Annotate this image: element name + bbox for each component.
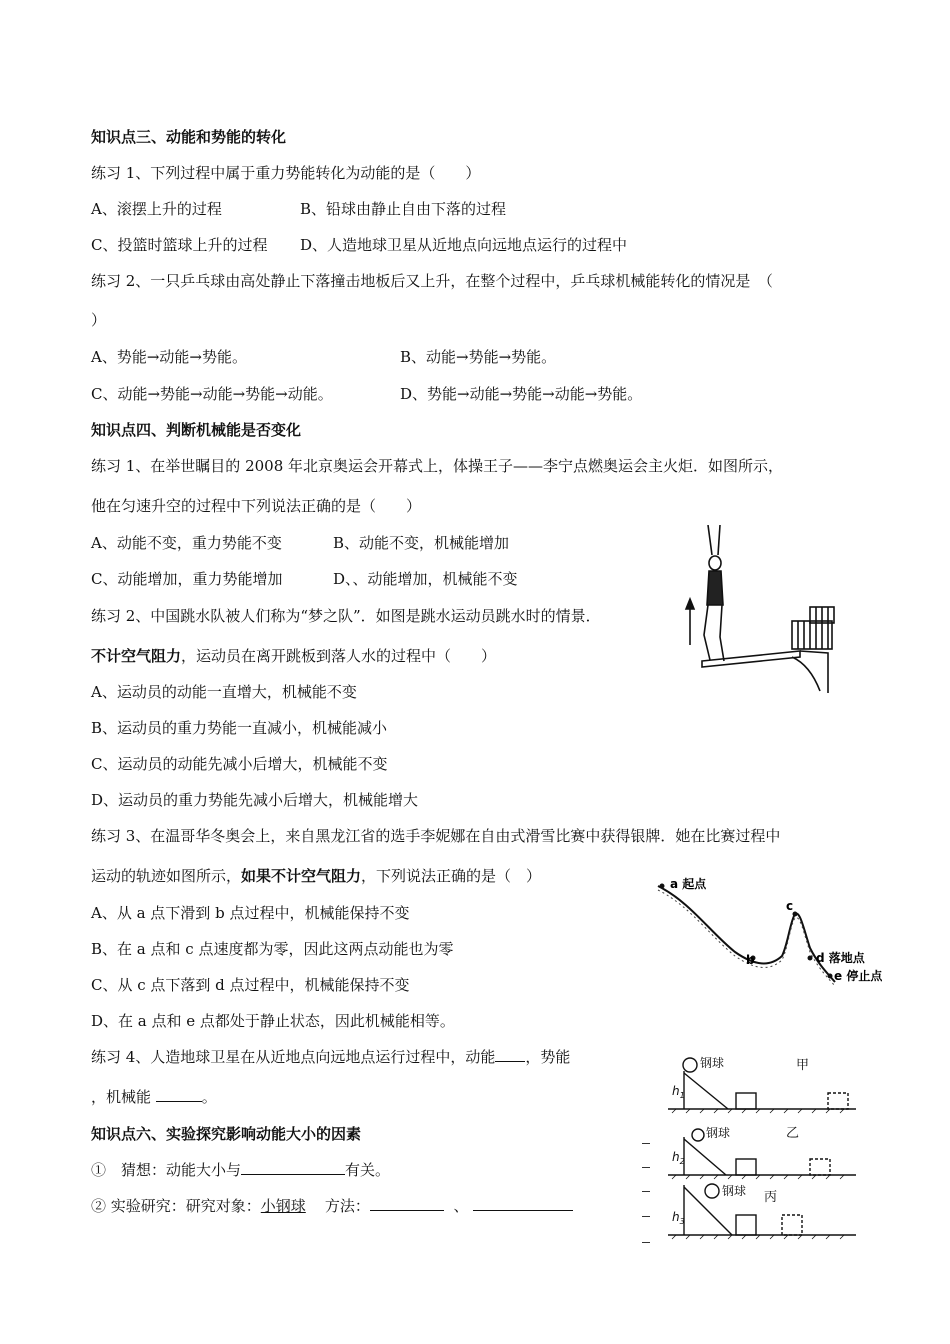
s6-guess-blank[interactable]	[241, 1160, 345, 1175]
s4-q2-option-a: A、运动员的动能一直增大，机械能不变	[91, 683, 357, 701]
s6-research-pre: ② 实验研究：研究对象：	[91, 1197, 261, 1215]
s4-q4-stem-line1	[91, 1047, 570, 1067]
exp-row-label-bing: 丙	[764, 1190, 778, 1205]
s6-guess-post: 有关。	[345, 1161, 391, 1179]
s4-q3-stem-line1: 练习 3、在温哥华冬奥会上，来自黑龙江省的选手李妮娜在自由式滑雪比赛中获得银牌．她在比赛过程中	[91, 827, 781, 845]
s4-q1-stem-line2: 他在匀速升空的过程中下列说法正确的是（ ）	[91, 497, 422, 515]
margin-dash	[642, 1242, 650, 1243]
s6-research	[91, 1196, 573, 1216]
s4-q4-blank-kinetic[interactable]	[495, 1047, 525, 1062]
s4-q1-option-d: D、、动能增加，机械能不变	[333, 570, 518, 588]
s4-q3-stem-rest: ，下列说法正确的是（ ）	[361, 867, 542, 885]
margin-dash	[642, 1191, 650, 1192]
section-4-title: 知识点四、判断机械能是否变化	[91, 421, 302, 439]
s6-method-sep: 、	[453, 1197, 469, 1215]
s4-q2-option-b: B、运动员的重力势能一直减小，机械能减小	[91, 719, 388, 737]
s3-q1-option-d: D、人造地球卫星从近地点向远地点运行的过程中	[300, 236, 628, 254]
s6-method-blank-2[interactable]	[473, 1196, 573, 1211]
s4-q4-stem-end: 。	[201, 1088, 217, 1106]
s4-q3-option-d: D、在 a 点和 e 点都处于静止状态，因此机械能相等。	[91, 1012, 455, 1030]
exp-ball-label-2: 钢球	[706, 1126, 731, 1140]
exp-row-label-jia: 甲	[796, 1058, 810, 1073]
s3-q2-stem: 练习 2、一只乒乓球由高处静止下落撞击地板后又上升，在整个过程中，乒乓球机械能转化的情况是 （	[91, 272, 773, 290]
s3-q2-option-c: C、动能→势能→动能→势能→动能。	[91, 385, 333, 403]
track-point-c: c	[786, 899, 794, 913]
s4-q1-option-a: A、动能不变，重力势能不变	[91, 534, 282, 552]
track-point-a: a 起点	[670, 877, 707, 891]
section-3-title: 知识点三、动能和势能的转化	[91, 128, 287, 146]
s4-q2-option-c: C、运动员的动能先减小后增大，机械能不变	[91, 755, 388, 773]
experiment-figure	[656, 1055, 866, 1245]
s4-q1-option-b: B、动能不变，机械能增加	[333, 534, 510, 552]
margin-dash	[642, 1167, 650, 1168]
track-point-d: d 落地点	[816, 951, 865, 965]
s4-q2-stem-line2	[91, 646, 496, 666]
s3-q1-option-c: C、投篮时篮球上升的过程	[91, 236, 268, 254]
s4-q3-stem-pre: 运动的轨迹如图所示，	[91, 867, 242, 885]
exp-row-label-yi: 乙	[786, 1126, 800, 1141]
s4-q1-option-c: C、动能增加，重力势能增加	[91, 570, 283, 588]
track-point-b: b	[746, 953, 755, 967]
s6-research-object: 小钢球	[260, 1197, 306, 1215]
s4-q3-option-b: B、在 a 点和 c 点速度都为零，因此这两点动能也为零	[91, 940, 454, 958]
exp-h3-label: $h_3$	[672, 1210, 685, 1226]
margin-dash	[642, 1143, 650, 1144]
s6-guess-pre: ① 猜想：动能大小与	[91, 1161, 242, 1179]
s4-q3-option-c: C、从 c 点下落到 d 点过程中，机械能保持不变	[91, 976, 410, 994]
s4-q2-option-d: D、运动员的重力势能先减小后增大，机械能增大	[91, 791, 419, 809]
s4-q3-stem-line2	[91, 866, 541, 886]
diver-figure	[680, 525, 840, 693]
s4-q3-option-a: A、从 a 点下滑到 b 点过程中，机械能保持不变	[91, 904, 410, 922]
s4-q4-stem-line2	[91, 1087, 217, 1107]
section-6-title: 知识点六、实验探究影响动能大小的因素	[91, 1125, 362, 1143]
diver-drawing	[680, 525, 840, 693]
exp-h1-label: $h_1$	[672, 1084, 685, 1100]
margin-dash	[642, 1216, 650, 1217]
experiment-drawing	[656, 1055, 866, 1245]
exp-h2-label: $h_2$	[672, 1150, 685, 1166]
s4-q4-stem-pre: 练习 4、人造地球卫星在从近地点向远地点运行过程中，动能	[91, 1048, 496, 1066]
s6-research-method-label: 方法：	[324, 1197, 370, 1215]
ski-track-drawing	[640, 872, 890, 992]
s4-q4-stem-mid: ，势能	[525, 1048, 571, 1066]
s4-q2-stem-rest: ，运动员在离开跳板到落人水的过程中（ ）	[181, 647, 497, 665]
exp-ball-label-1: 钢球	[700, 1056, 725, 1070]
s3-q1-option-a: A、滚摆上升的过程	[91, 200, 222, 218]
s3-q2-option-d: D、势能→动能→势能→动能→势能。	[400, 385, 643, 403]
s3-q2-stem-close: ）	[91, 311, 107, 329]
s3-q2-option-b: B、动能→势能→势能。	[400, 348, 557, 366]
s3-q2-option-a: A、势能→动能→势能。	[91, 348, 247, 366]
s4-q2-bold-phrase: 不计空气阻力	[91, 647, 182, 665]
track-point-e: e 停止点	[834, 969, 883, 983]
s4-q4-stem-l2: ，机械能	[91, 1088, 152, 1106]
ski-track-figure	[640, 872, 890, 992]
exp-ball-label-3: 钢球	[722, 1184, 747, 1198]
s4-q3-bold-phrase: 如果不计空气阻力	[241, 867, 362, 885]
s4-q1-stem-line1: 练习 1、在举世瞩目的 2008 年北京奥运会开幕式上，体操王子——李宁点燃奥运会主火炬．如图所示，	[91, 457, 784, 475]
s3-q1-stem: 练习 1、下列过程中属于重力势能转化为动能的是（ ）	[91, 164, 481, 182]
s6-method-blank-1[interactable]	[370, 1196, 444, 1211]
s4-q4-blank-mechanical[interactable]	[156, 1087, 202, 1102]
s4-q2-stem-line1: 练习 2、中国跳水队被人们称为“梦之队”．如图是跳水运动员跳水时的情景．	[91, 607, 601, 625]
s6-guess	[91, 1160, 390, 1180]
s3-q1-option-b: B、铅球由静止自由下落的过程	[300, 200, 507, 218]
